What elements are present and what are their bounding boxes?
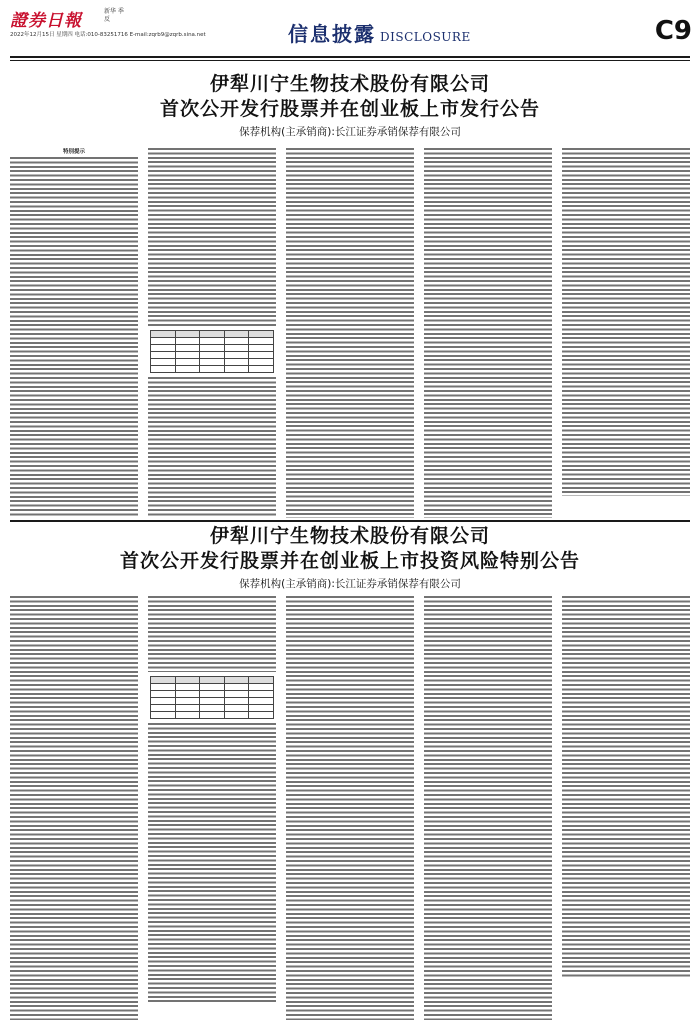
section-heading: 特别提示 (62, 149, 85, 155)
announcement-body (10, 148, 690, 518)
announcement-offering (10, 72, 690, 518)
body-text (562, 596, 690, 978)
section-title (288, 18, 488, 50)
sponsor-line: 保荐机构(主承销商):长江证券承销保荐有限公司 (239, 578, 461, 590)
text-column (424, 148, 552, 518)
masthead (0, 0, 699, 66)
announcement-title-line1: 伊犁川宁生物技术股份有限公司 (209, 73, 490, 95)
body-text (424, 148, 552, 518)
announcement-risk (10, 524, 690, 1020)
body-text (562, 148, 690, 496)
body-text (10, 157, 138, 518)
text-column (286, 148, 414, 518)
body-text (286, 596, 414, 1020)
text-column (562, 148, 690, 518)
text-column (10, 148, 138, 518)
body-text (148, 723, 276, 1003)
header-rule-thin (10, 60, 690, 61)
text-column (286, 596, 414, 1020)
body-text (424, 596, 552, 1020)
data-table (150, 676, 274, 719)
text-column (10, 596, 138, 1020)
announcement-title-line2: 首次公开发行股票并在创业板上市发行公告 (159, 98, 540, 120)
body-text (286, 148, 414, 518)
announcement-body (10, 596, 690, 1020)
sponsor-line: 保荐机构(主承销商):长江证券承销保荐有限公司 (239, 126, 461, 138)
data-table (150, 330, 274, 373)
body-text (148, 377, 276, 518)
text-column (424, 596, 552, 1020)
text-column (148, 148, 276, 518)
newspaper-logo: 證券日報 (10, 11, 82, 31)
body-text (10, 596, 138, 1020)
page-number: C9 (654, 16, 692, 46)
section-title-cn: 信息披露 (288, 22, 376, 46)
text-column (148, 596, 276, 1020)
section-title-en: DISCLOSURE (380, 30, 471, 44)
announcement-divider (10, 520, 690, 522)
body-text (148, 148, 276, 326)
text-column (562, 596, 690, 1020)
header-rule (10, 56, 690, 58)
issue-meta: 2022年12月15日 星期四 电话:010-83251716 E-mail:zqrb9@zqrb.sina.net (10, 32, 206, 38)
body-text (148, 596, 276, 672)
announcement-title-line2: 首次公开发行股票并在创业板上市投资风险特别公告 (119, 550, 580, 572)
logo-subtitle: 新华 季 反 (104, 8, 124, 23)
announcement-title-line1: 伊犁川宁生物技术股份有限公司 (209, 525, 490, 547)
